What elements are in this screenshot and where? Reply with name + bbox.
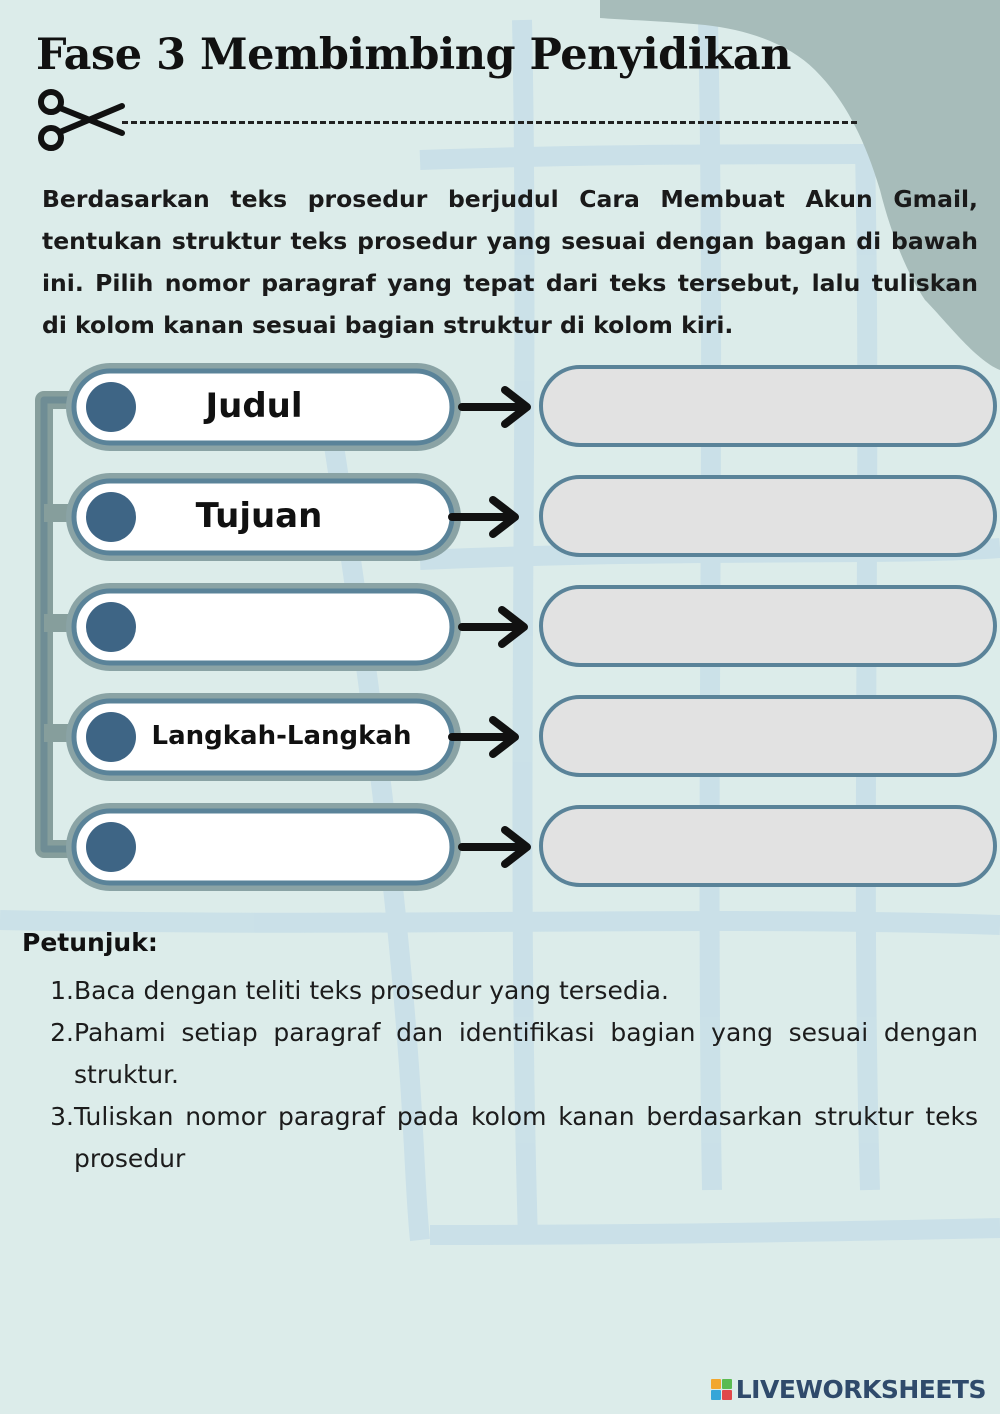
structure-pill bbox=[66, 583, 461, 671]
hint-number: 3. bbox=[50, 1102, 74, 1131]
hint-item bbox=[44, 1096, 978, 1180]
structure-label: Judul bbox=[205, 385, 303, 426]
arrow-right-icon bbox=[462, 610, 524, 644]
dot-icon bbox=[86, 382, 136, 432]
answer-box[interactable] bbox=[539, 365, 997, 447]
brand-logo[interactable] bbox=[711, 1375, 986, 1404]
answer-box[interactable] bbox=[539, 585, 997, 667]
brand-name: LIVEWORKSHEETS bbox=[735, 1375, 986, 1404]
arrow-right-icon bbox=[452, 720, 515, 754]
structure-label: Tujuan bbox=[195, 495, 323, 536]
answer-box[interactable] bbox=[539, 475, 997, 557]
hint-text: Baca dengan teliti teks prosedur yang tersedia. bbox=[74, 976, 669, 1005]
answer-box[interactable] bbox=[539, 805, 997, 887]
hint-number: 1. bbox=[50, 976, 74, 1005]
hint-number: 2. bbox=[50, 1018, 74, 1047]
answer-box[interactable] bbox=[539, 695, 997, 777]
dot-icon bbox=[86, 602, 136, 652]
hint-text: Tuliskan nomor paragraf pada kolom kanan berdasarkan struktur teks prosedur bbox=[74, 1102, 978, 1173]
cut-line bbox=[122, 121, 857, 124]
arrow-right-icon bbox=[452, 500, 515, 534]
hints-title: Petunjuk: bbox=[22, 928, 158, 957]
dot-icon bbox=[86, 822, 136, 872]
hint-item bbox=[44, 970, 978, 1012]
hint-text: Pahami setiap paragraf dan identifikasi bagian yang sesuai dengan struktur. bbox=[74, 1018, 978, 1089]
instruction-text: Berdasarkan teks prosedur berjudul Cara Membuat Akun Gmail, tentukan struktur teks prosedur yang sesuai dengan bagan di bawah ini. Pilih nomor paragraf yang tepat dari teks tersebut, lalu tuliskan di kolom kanan sesuai bagian struktur di kolom kiri. bbox=[42, 185, 978, 339]
liveworksheets-logo-icon bbox=[711, 1379, 732, 1400]
scissors-icon bbox=[36, 86, 126, 156]
structure-pill bbox=[66, 803, 461, 891]
arrow-right-icon bbox=[462, 830, 527, 864]
hints-list bbox=[44, 970, 978, 1180]
page-title: Fase 3 Membimbing Penyidikan bbox=[36, 30, 791, 80]
hint-item bbox=[44, 1012, 978, 1096]
dot-icon bbox=[86, 712, 136, 762]
arrow-right-icon bbox=[462, 390, 527, 424]
dot-icon bbox=[86, 492, 136, 542]
structure-label: Langkah-Langkah bbox=[151, 720, 412, 751]
